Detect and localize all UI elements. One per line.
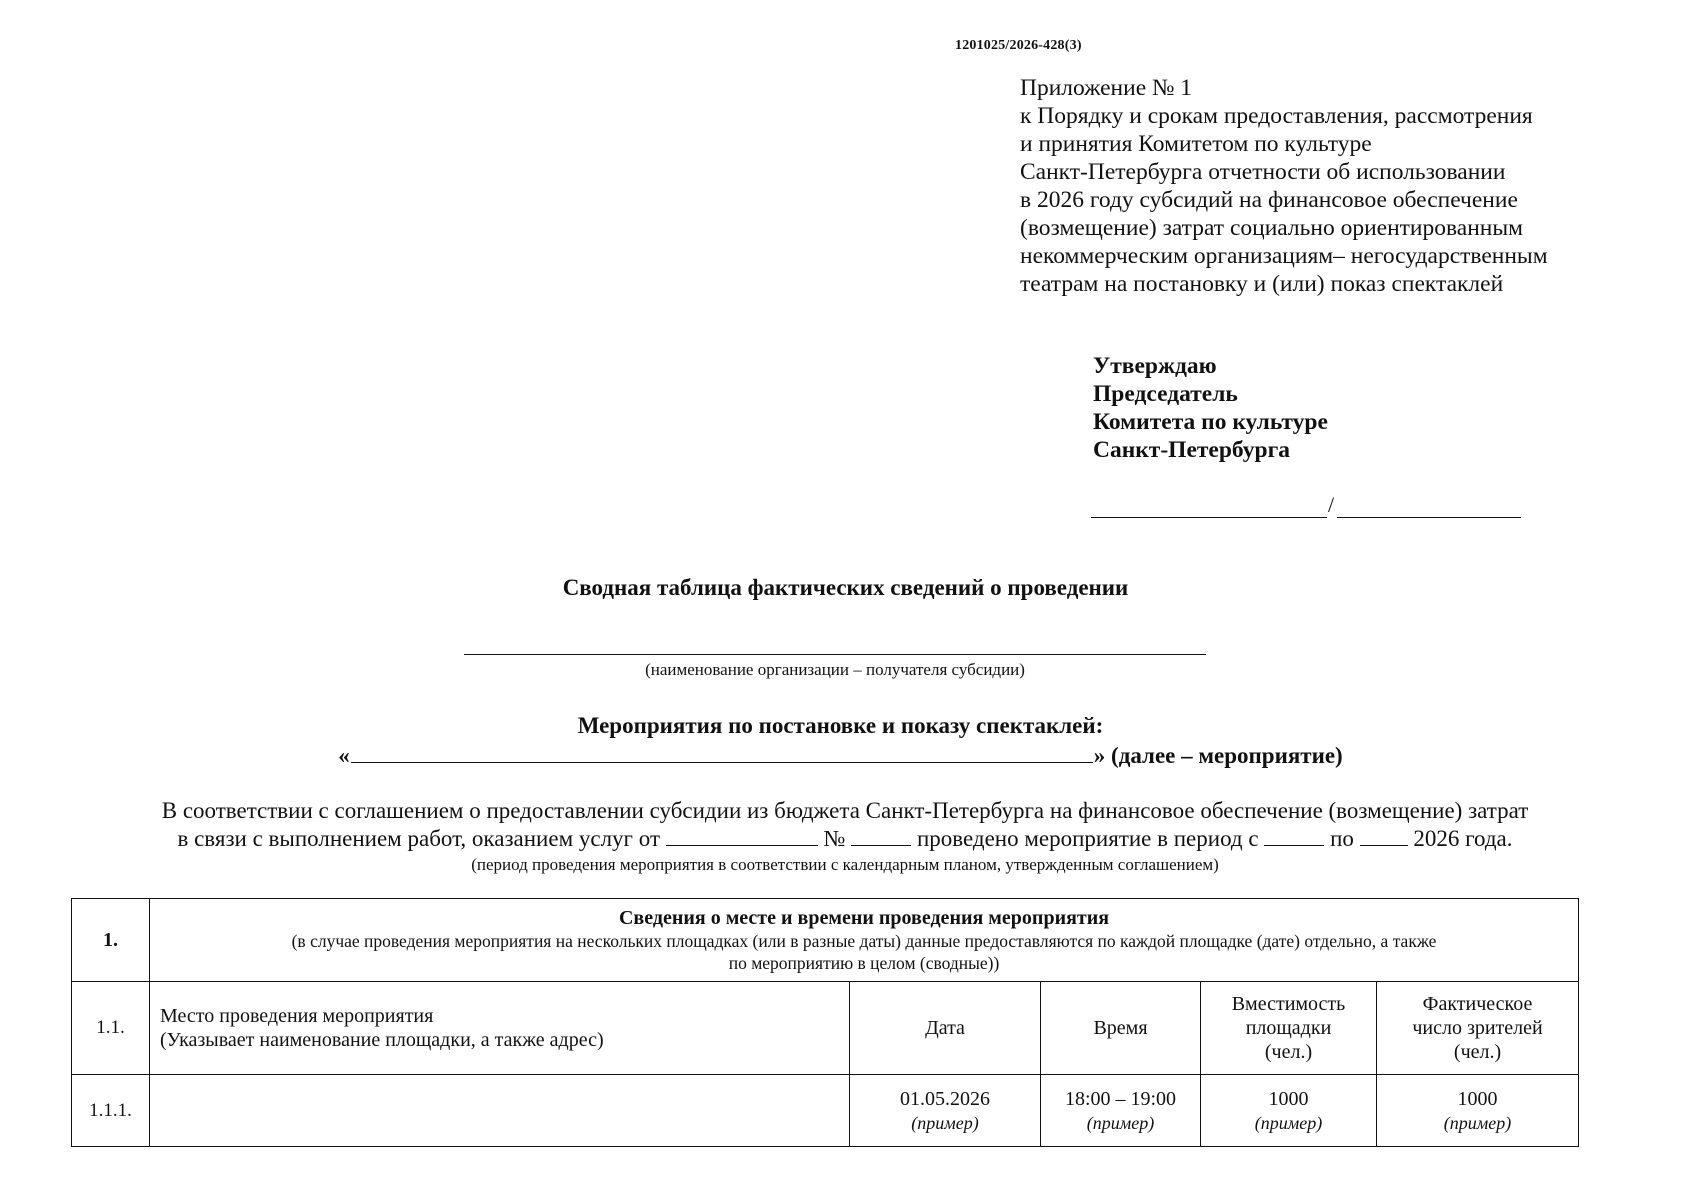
events-title: Мероприятия по постановке и показу спектаклей: [577, 713, 1104, 738]
event-name-line [0, 742, 1681, 769]
section-number: 1. [72, 899, 150, 982]
signature-line [1091, 490, 1521, 520]
number-sign: № [823, 826, 846, 851]
section-note-line-2: по мероприятию в целом (сводные)) [728, 953, 1000, 973]
header-place-note: (Указывает наименование площадки, а также адрес) [160, 1029, 604, 1051]
section-row [72, 899, 1579, 982]
header-number: 1.1. [72, 982, 150, 1075]
appendix-line: Приложение № 1 [1020, 75, 1193, 101]
organization-caption: (наименование организации – получателя субсидии) [645, 660, 1025, 679]
approval-line: Председатель [1093, 381, 1238, 407]
header-viewers-line: число зрителей [1412, 1017, 1543, 1039]
event-info-table [71, 898, 1579, 1147]
row-time-value: 18:00 – 19:00 [1064, 1087, 1177, 1110]
header-place-title: Место проведения мероприятия [160, 1005, 434, 1027]
section-note-line-1: (в случае проведения мероприятия на нескольких площадках (или в разные даты) данные предоставляются по каждой площадке (дате) отдельно, а также [291, 931, 1437, 951]
paragraph-line-2 [60, 825, 1630, 853]
approval-line: Комитета по культуре [1093, 409, 1328, 435]
appendix-line: театрам на постановку и (или) показ спектаклей [1020, 271, 1504, 297]
agreement-date-blank [666, 827, 818, 846]
period-caption: (период проведения мероприятия в соответствии с календарным планом, утвержденным соглашением) [471, 855, 1219, 874]
header-capacity-line: площадки [1245, 1017, 1332, 1039]
paragraph-text: по [1330, 826, 1354, 851]
header-capacity-line: Вместимость [1231, 993, 1346, 1015]
row-place[interactable] [150, 1075, 850, 1147]
section-header-cell [150, 899, 1579, 982]
summary-title: Сводная таблица фактических сведений о проведении [562, 575, 1129, 600]
appendix-line: к Порядку и срокам предоставления, рассмотрения [1020, 103, 1533, 129]
paragraph-text: в связи с выполнением работ, оказанием услуг от [177, 826, 660, 851]
header-date: Дата [850, 982, 1041, 1075]
appendix-line: Санкт-Петербурга отчетности об использовании [1020, 159, 1506, 185]
header-viewers-line: (чел.) [1453, 1041, 1502, 1063]
section-title: Сведения о месте и времени проведения мероприятия [618, 907, 1110, 929]
example-note: (пример) [1443, 1112, 1512, 1133]
approval-block [1093, 352, 1328, 464]
appendix-line: в 2026 году субсидий на финансовое обеспечение [1020, 187, 1518, 213]
signature-blank [1091, 517, 1327, 518]
document-id: 1201025/2026-428(3) [955, 38, 1082, 53]
organization-blank [464, 654, 1206, 655]
table-header-row [72, 982, 1579, 1075]
row-viewers[interactable] [1377, 1075, 1579, 1147]
appendix-block [1020, 74, 1548, 298]
agreement-number-blank [851, 827, 911, 846]
row-viewers-value: 1000 [1457, 1087, 1498, 1110]
header-place [150, 982, 850, 1075]
row-time[interactable] [1041, 1075, 1201, 1147]
row-date[interactable] [850, 1075, 1041, 1147]
approval-line: Утверждаю [1093, 353, 1217, 379]
appendix-line: и принятия Комитетом по культуре [1020, 131, 1372, 157]
row-date-value: 01.05.2026 [900, 1087, 990, 1110]
paragraph-line-1: В соответствии с соглашением о предоставлении субсидии из бюджета Санкт-Петербурга на финансовое обеспечение (возмещение) затрат [161, 798, 1529, 823]
header-capacity-line: (чел.) [1264, 1041, 1313, 1063]
example-note: (пример) [1254, 1112, 1323, 1133]
table-row [72, 1075, 1579, 1147]
name-blank [1337, 517, 1521, 518]
approval-line: Санкт-Петербурга [1093, 437, 1291, 463]
header-viewers-line: Фактическое [1422, 993, 1533, 1015]
header-time: Время [1041, 982, 1201, 1075]
header-viewers [1377, 982, 1579, 1075]
event-name-suffix: » (далее – мероприятие) [1093, 743, 1343, 768]
agreement-paragraph [60, 797, 1630, 853]
paragraph-text: проведено мероприятие в период с [916, 826, 1259, 851]
example-note: (пример) [1086, 1112, 1155, 1133]
row-number: 1.1.1. [72, 1075, 150, 1147]
header-capacity [1201, 982, 1377, 1075]
event-name-blank [351, 742, 1093, 763]
row-capacity[interactable] [1201, 1075, 1377, 1147]
paragraph-text: 2026 года. [1413, 826, 1513, 851]
period-end-blank [1360, 827, 1408, 846]
period-start-blank [1264, 827, 1324, 846]
row-capacity-value: 1000 [1268, 1087, 1309, 1110]
appendix-line: (возмещение) затрат социально ориентированным [1020, 215, 1524, 241]
open-quote: « [338, 743, 350, 768]
appendix-line: некоммерческим организациям– негосударственным [1020, 243, 1548, 269]
example-note: (пример) [911, 1112, 979, 1133]
signature-separator: / [1328, 492, 1335, 517]
